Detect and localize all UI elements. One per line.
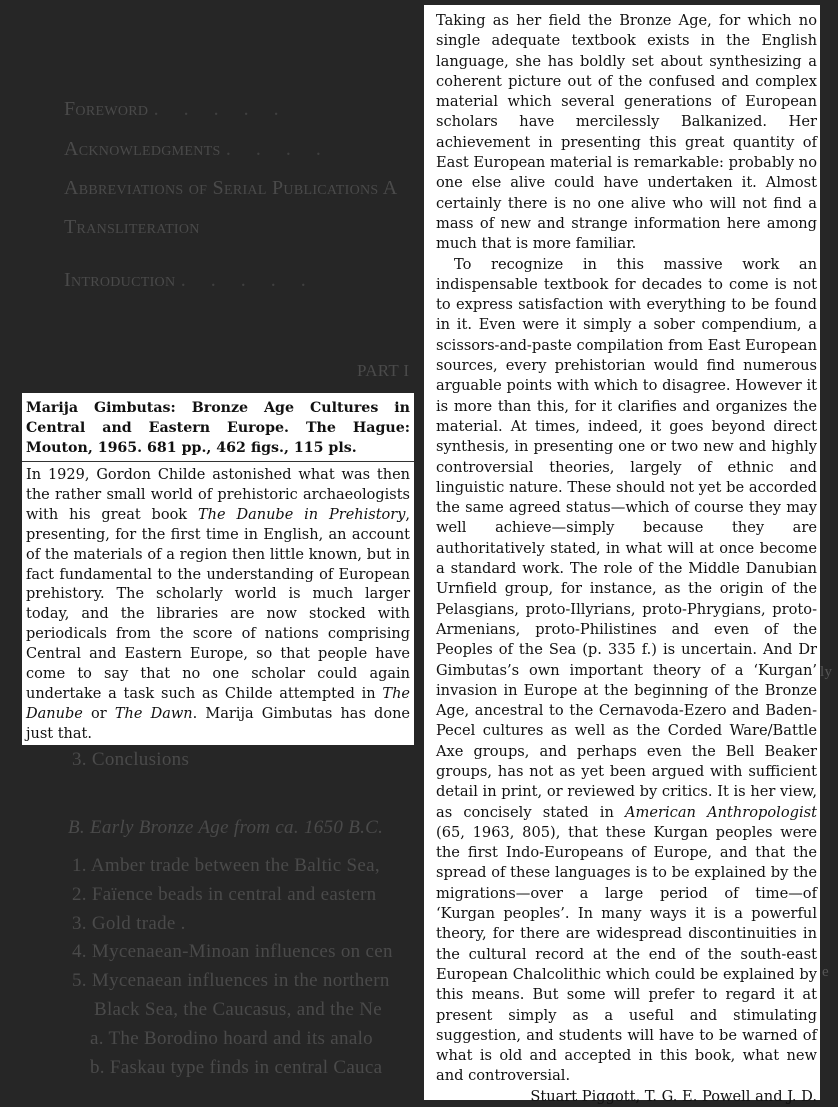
part-label: PART I xyxy=(357,361,410,380)
edge-fragment: ly xyxy=(820,664,833,680)
toc-item: 3. Gold trade . xyxy=(72,913,186,934)
edge-fragment: e xyxy=(822,964,829,980)
review-opening-paragraph: In 1929, Gordon Childe astonished what was then the rather small world of prehistoric archaeologists with his great book The Danube in Prehistory, presenting, for the first time in English, an account of the materials of a region then little known, but in fact fundamental to the understanding of European prehistory. The scholarly world is much larger today, and the libraries are now stocked with periodicals from the score of nations comprising Central and Eastern Europe, so that people have come to say that no one scholar could again undertake a task such as Childe attempted in The Danube or The Dawn. Marija Gimbutas has done just that. xyxy=(26,467,410,742)
toc-foreword: Foreword . . . . . xyxy=(64,98,289,120)
review-paragraph-1: Taking as her field the Bronze Age, for which no single adequate textbook exists in the English language, she has boldly set about synthesizing a coherent picture out of the confused and complex material which several generations of European scholars have mercilessly Balkanized. Her achievement in presenting this great quantity of East European material is remarkable: probably no one else alive could have undertaken it. Almost certainly there is no one alive who will not find a mass of new and strange information here among much that is more familiar. xyxy=(436,12,817,253)
review-clipping-left xyxy=(22,393,414,745)
toc-item: a. The Borodino hoard and its analo xyxy=(90,1028,373,1049)
toc-item: 1. Amber trade between the Baltic Sea, xyxy=(72,855,380,876)
toc-item: Black Sea, the Caucasus, and the Ne xyxy=(94,999,383,1020)
toc-item: 4. Mycenaean-Minoan influences on cen xyxy=(72,941,393,962)
toc-introduction: Introduction . . . . . xyxy=(64,269,316,291)
toc-item: 2. Faïence beads in central and eastern xyxy=(72,884,377,905)
review-signature: Stuart Piggott, T. G. E. Powell and J. D. xyxy=(530,1087,817,1105)
toc-item: b. Faskau type finds in central Cauca xyxy=(90,1057,383,1078)
conclusions-item: 3. Conclusions xyxy=(72,749,190,770)
toc-abbreviations: Abbreviations of Serial Publications A xyxy=(64,177,398,199)
review-clipping-right xyxy=(424,5,820,1105)
review-heading: Marija Gimbutas: Bronze Age Cultures in Central and Eastern Europe. The Hague: Mouton, 1965. 681 pp., 462 figs., 115 pls. xyxy=(22,393,414,462)
section-b-heading: B. Early Bronze Age from ca. 1650 B.C. xyxy=(68,817,384,838)
toc-item: 5. Mycenaean influences in the northern xyxy=(72,970,390,991)
toc-transliteration: Transliteration xyxy=(64,216,200,238)
toc-acknowledgments: Acknowledgments . . . . xyxy=(64,138,331,160)
review-paragraph-2: To recognize in this massive work an indispensable textbook for decades to come is not to express satisfaction with everything to be found in it. Even were it simply a sober compendium, a scissors-and-paste compilation from East European sources, every prehistorian would find numerous arguable points with which to disagree. However it is more than this, for it clarifies and organizes the material. At times, indeed, it goes beyond direct synthesis, in presenting one or two new and highly controversial theories, largely of ethnic and linguistic nature. These should not yet be accorded the same agreed status—which of course they may well achieve—simply because they are authoritatively stated, in what will at once become a standard work. The role of the Middle Danubian Urnfield group, for instance, as the origin of the Pelasgians, proto-Illyrians, proto-Phrygians, proto-Armenians, proto-Philistines and even of the Peoples of the Sea (p. 335 f.) is uncertain. And Dr Gimbutas’s own important theory of a ‘Kurgan’ invasion in Europe at the beginning of the Bronze Age, ancestral to the Cernavoda-Ezero and Baden-Pecel cultures as well as the Corded Ware/Battle Axe groups, and perhaps even the Bell Beaker groups, has not as yet been argued with sufficient detail in print, or reviewed by critics. It is her view, as concisely stated in American Anthropologist (65, 1963, 805), that these Kurgan peoples were the first Indo-Europeans of Europe, and that the spread of these languages is to be explained by the migrations—over a large period of time—of ‘Kurgan peoples’. In many ways it is a powerful theory, for there are widespread discontinuities in the cultural record at the end of the south-east European Chalcolithic which could be explained by this means. But some will prefer to regard it at present simply as a useful and stimulating suggestion, and students will have to be warned of what is old and accepted in this book, what new and controversial. xyxy=(436,255,817,1085)
